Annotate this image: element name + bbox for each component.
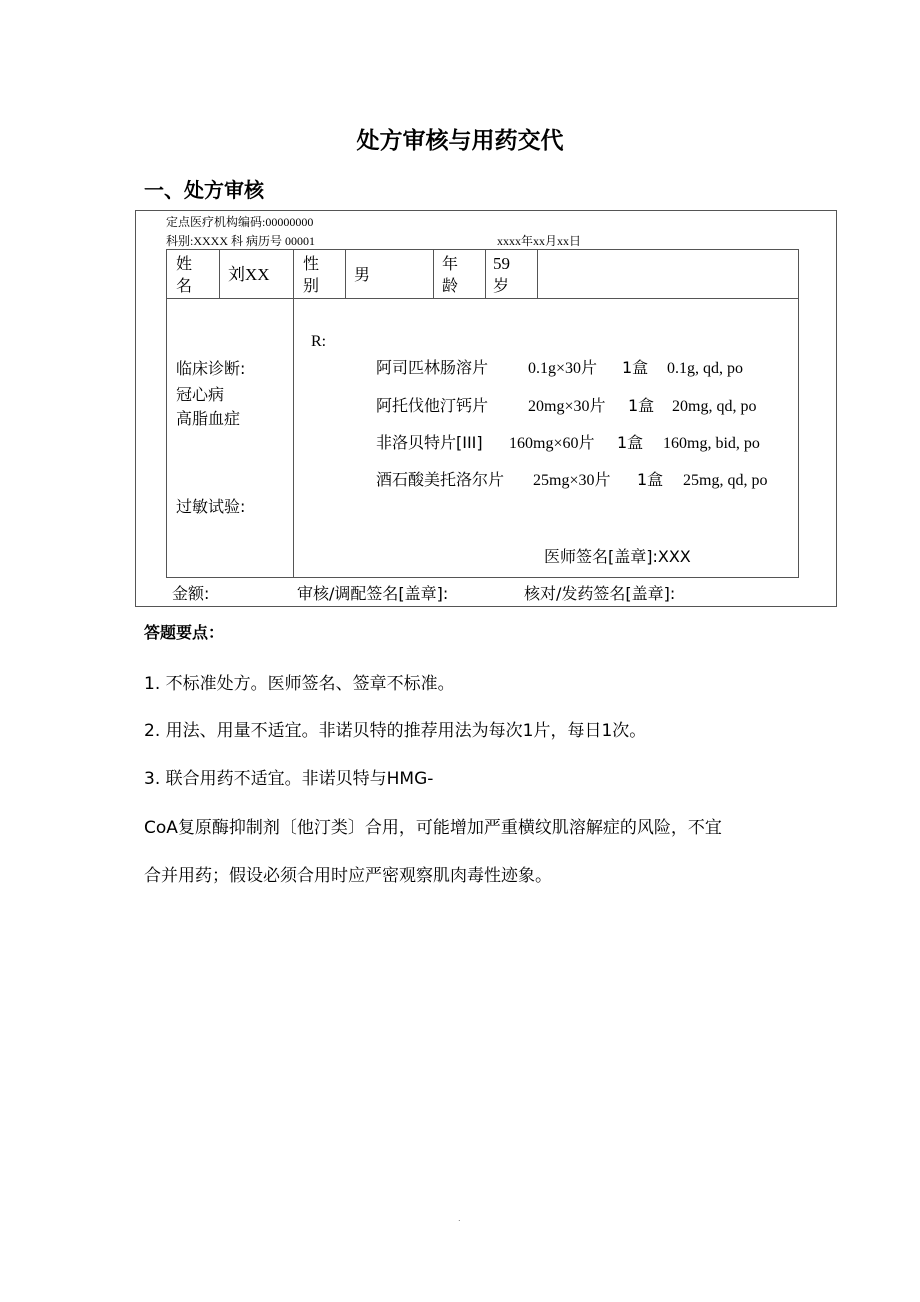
- answer-point: 合并用药；假设必须合用时应严密观察肌肉毒性迹象。: [144, 866, 552, 886]
- sex-label-top: 性: [303, 254, 320, 273]
- document-title: 处方审核与用药交代: [356, 128, 564, 154]
- drug-spec: 20mg×30片: [528, 398, 606, 415]
- drug-spec: 0.1g×30片: [528, 360, 598, 377]
- rx-label: R:: [311, 333, 327, 350]
- drug-usage: 20mg, qd, po: [672, 398, 757, 415]
- drug-qty: 1盒: [628, 396, 655, 415]
- sex-label-bottom: 别: [303, 276, 320, 295]
- drug-usage: 160mg, bid, po: [663, 435, 760, 452]
- check-signature-label: 核对/发药签名[盖章]:: [524, 584, 676, 603]
- page-marker: .: [458, 1214, 461, 1223]
- header-divider: [537, 249, 538, 298]
- answer-point: CoA复原酶抑制剂〔他汀类〕合用，可能增加严重横纹肌溶解症的风险，不宜: [144, 818, 722, 838]
- answer-point: 1. 不标准处方。医师签名、签章不标准。: [144, 674, 455, 694]
- department-line: 科别:XXXX 科 病历号 00001: [166, 234, 315, 248]
- drug-row: [376, 430, 760, 453]
- patient-age: 59: [493, 254, 510, 273]
- drug-name: 阿司匹林肠溶片: [376, 358, 489, 377]
- diagnosis-item: 冠心病: [176, 385, 225, 404]
- drug-name: 阿托伐他汀钙片: [376, 396, 489, 415]
- section-heading: 一、处方审核: [144, 178, 264, 202]
- age-unit: 岁: [493, 276, 510, 295]
- patient-name: 刘XX: [228, 265, 270, 284]
- header-divider: [219, 249, 220, 298]
- review-signature-label: 审核/调配签名[盖章]:: [297, 584, 449, 603]
- name-label-bottom: 名: [176, 276, 193, 295]
- drug-row: [376, 467, 767, 490]
- answer-point: 2. 用法、用量不适宜。非诺贝特的推荐用法为每次1片，每日1次。: [144, 721, 647, 741]
- drug-row: [376, 393, 756, 416]
- allergy-label: 过敏试验:: [176, 497, 246, 516]
- drug-qty: 1盒: [637, 470, 664, 489]
- header-divider: [485, 249, 486, 298]
- institution-code: 定点医疗机构编码:00000000: [166, 215, 314, 229]
- answer-point: 3. 联合用药不适宜。非诺贝特与HMG-: [144, 769, 434, 789]
- drug-name: 酒石酸美托洛尔片: [376, 470, 505, 489]
- patient-sex: 男: [354, 265, 371, 284]
- prescription-date: xxxx年xx月xx日: [497, 234, 582, 248]
- drug-name: 非洛贝特片[III]: [376, 433, 483, 452]
- header-divider: [433, 249, 434, 298]
- drug-spec: 25mg×30片: [533, 472, 611, 489]
- amount-label: 金额:: [172, 584, 210, 603]
- column-divider: [293, 249, 294, 578]
- drug-usage: 25mg, qd, po: [683, 472, 768, 489]
- drug-usage: 0.1g, qd, po: [667, 360, 743, 377]
- age-label-top: 年: [442, 254, 459, 273]
- header-divider: [345, 249, 346, 298]
- header-row-divider: [166, 298, 799, 299]
- drug-row: [376, 355, 743, 378]
- drug-spec: 160mg×60片: [509, 435, 595, 452]
- diagnosis-item: 高脂血症: [176, 409, 241, 428]
- doctor-signature: 医师签名[盖章]:XXX: [544, 547, 691, 566]
- answer-points-title: 答题要点：: [144, 623, 225, 642]
- age-label-bottom: 龄: [442, 276, 459, 295]
- drug-qty: 1盒: [617, 433, 644, 452]
- diagnosis-label: 临床诊断:: [176, 359, 246, 378]
- name-label-top: 姓: [176, 254, 193, 273]
- drug-qty: 1盒: [622, 358, 649, 377]
